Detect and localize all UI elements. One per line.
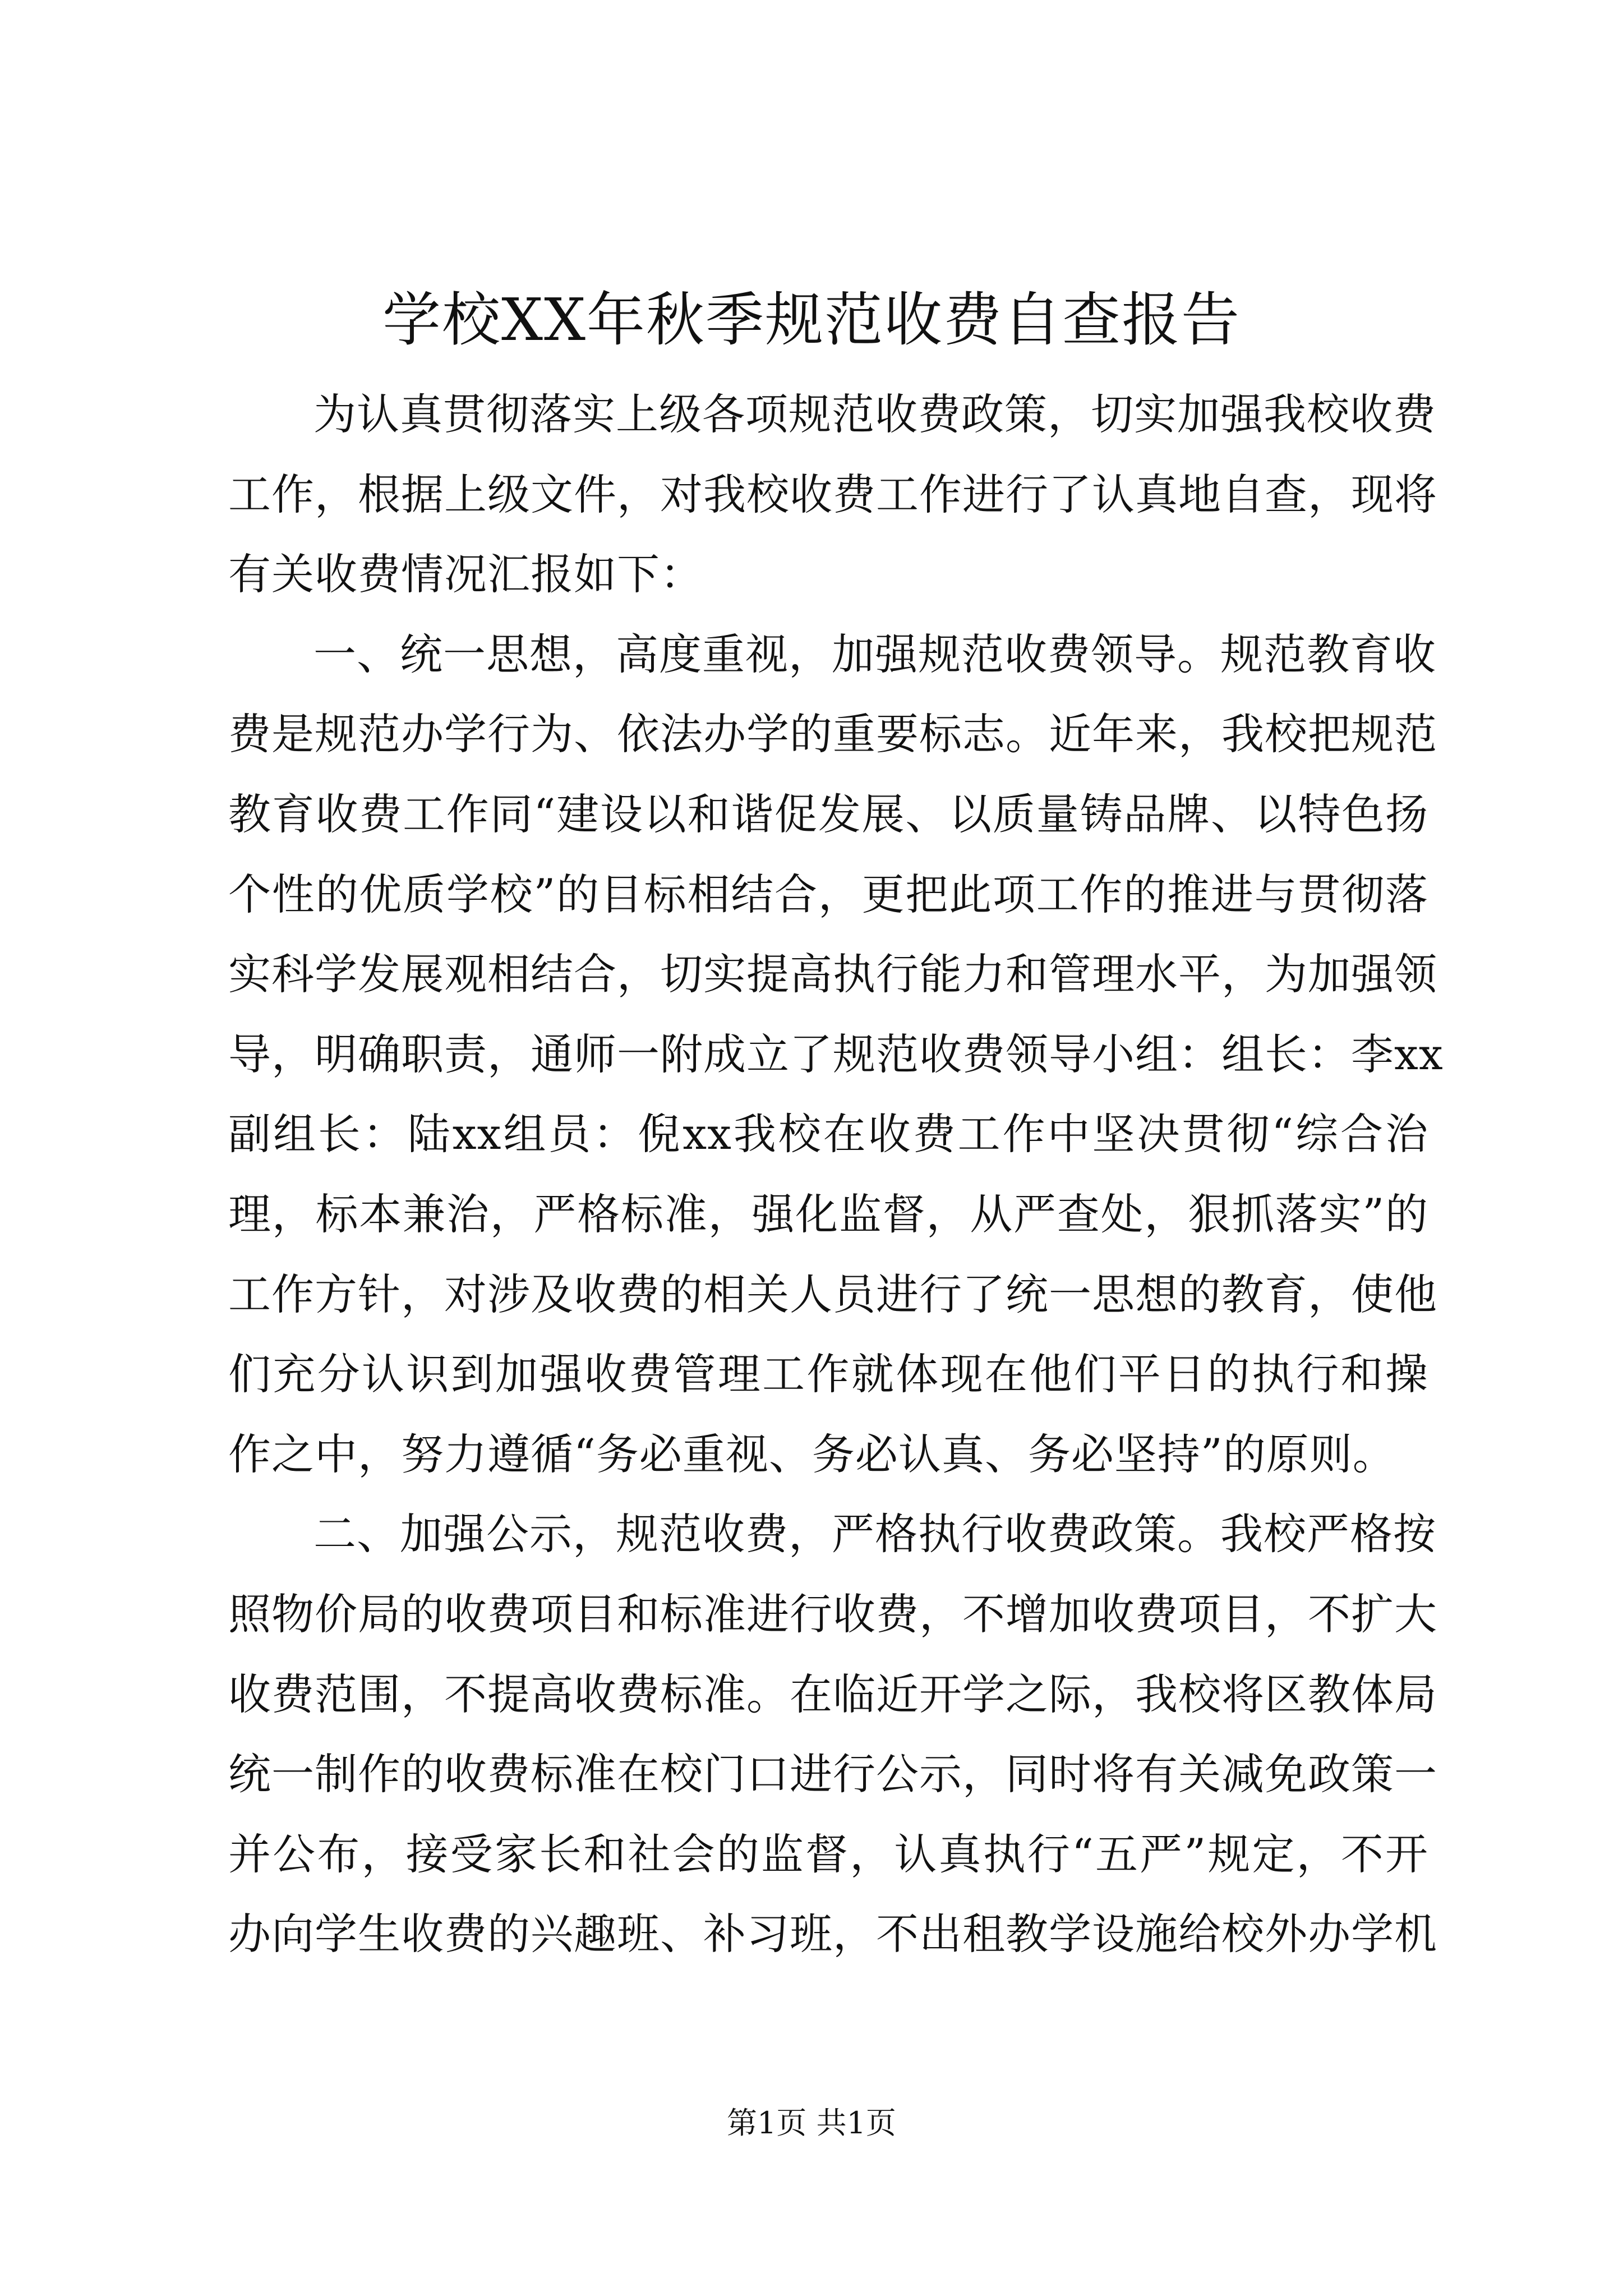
paragraph-line: 教育收费工作同“建设以和谐促发展、以质量铸品牌、以特色扬	[228, 789, 1428, 839]
paragraph-line: 有关收费情况汇报如下：	[228, 549, 703, 600]
page-footer: 第1页 共1页	[727, 2105, 896, 2141]
paragraph-line: 们充分认识到加强收费管理工作就体现在他们平日的执行和操	[228, 1349, 1428, 1400]
document-title: 学校XX年秋季规范收费自查报告	[382, 286, 1241, 354]
paragraph-line: 副组长：陆xx组员：倪xx我校在收费工作中坚决贯彻“综合治	[228, 1109, 1428, 1159]
paragraph-line: 二、加强公示，规范收费，严格执行收费政策。我校严格按	[313, 1509, 1436, 1559]
paragraph-line: 实科学发展观相结合，切实提高执行能力和管理水平，为加强领	[228, 949, 1437, 1000]
paragraph-line: 照物价局的收费项目和标准进行收费，不增加收费项目，不扩大	[228, 1589, 1437, 1639]
paragraph-line: 费是规范办学行为、依法办学的重要标志。近年来，我校把规范	[228, 709, 1437, 760]
paragraph-line: 个性的优质学校”的目标相结合，更把此项工作的推进与贯彻落	[228, 869, 1428, 919]
paragraph-line: 统一制作的收费标准在校门口进行公示，同时将有关减免政策一	[228, 1749, 1437, 1800]
paragraph-line: 并公布，接受家长和社会的监督，认真执行“五严”规定，不开	[228, 1829, 1428, 1879]
paragraph-line: 作之中，努力遵循“务必重视、务必认真、务必坚持”的原则。	[228, 1429, 1396, 1479]
paragraph-line: 工作，根据上级文件，对我校收费工作进行了认真地自查，现将	[228, 469, 1437, 519]
paragraph-line: 收费范围，不提高收费标准。在临近开学之际，我校将区教体局	[228, 1669, 1437, 1719]
paragraph-line: 一、统一思想，高度重视，加强规范收费领导。规范教育收	[313, 629, 1436, 679]
paragraph-line: 为认真贯彻落实上级各项规范收费政策，切实加强我校收费	[313, 389, 1436, 439]
document-body	[228, 375, 1444, 1975]
paragraph-line: 导，明确职责，通师一附成立了规范收费领导小组：组长：李xx	[228, 1029, 1444, 1079]
paragraph-line: 理，标本兼治，严格标准，强化监督，从严查处，狠抓落实”的	[228, 1189, 1428, 1239]
paragraph-line: 工作方针，对涉及收费的相关人员进行了统一思想的教育，使他	[228, 1269, 1437, 1319]
paragraph-line: 办向学生收费的兴趣班、补习班，不出租教学设施给校外办学机	[228, 1909, 1437, 1959]
